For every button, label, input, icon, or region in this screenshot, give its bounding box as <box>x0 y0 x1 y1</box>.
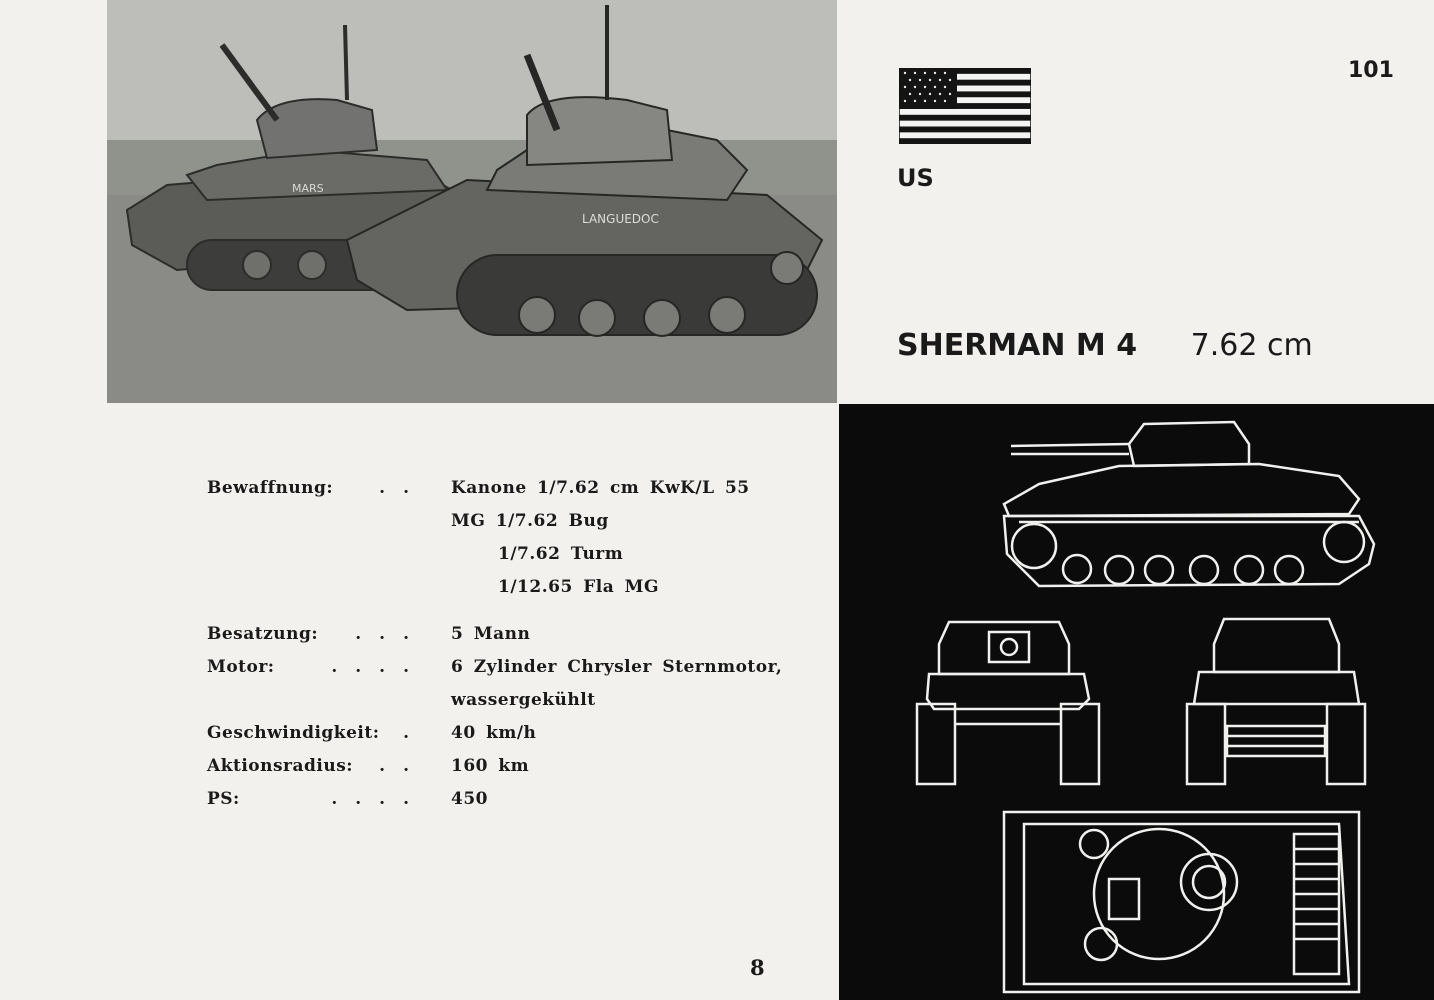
vehicle-caliber: 7.62 cm <box>1190 328 1313 363</box>
page-number: 8 <box>750 955 765 980</box>
spec-value: 40 km/h <box>451 723 537 743</box>
tank-photo <box>107 0 837 403</box>
spec-row-engine-2 <box>207 690 807 723</box>
country-code: US <box>897 164 934 192</box>
spec-label: Aktionsradius: <box>207 756 354 776</box>
spec-row-armament-2 <box>207 511 807 544</box>
spec-row-armament <box>207 478 807 511</box>
blueprint-top-view <box>1004 812 1359 992</box>
spec-row-speed <box>207 723 807 756</box>
spec-value: 1/7.62 Turm <box>498 544 624 564</box>
leader-dots: .. <box>379 478 427 498</box>
spec-row-range <box>207 756 807 789</box>
spec-label: Geschwindigkeit: <box>207 723 380 743</box>
spec-label: Motor: <box>207 657 275 677</box>
leader-dots: .... <box>331 657 427 677</box>
leader-dots: ... <box>355 624 427 644</box>
spec-row-hp <box>207 789 807 822</box>
spec-row-crew <box>207 624 807 657</box>
tank-blueprint <box>839 404 1434 1000</box>
spec-row-engine <box>207 657 807 690</box>
vehicle-name: SHERMAN M 4 <box>897 328 1138 363</box>
blueprint-rear-view <box>1187 619 1365 784</box>
spec-value: wassergekühlt <box>451 690 596 710</box>
spec-value: MG 1/7.62 Bug <box>451 511 609 531</box>
spec-row-armament-4 <box>207 577 807 610</box>
spec-value: 1/12.65 Fla MG <box>498 577 659 597</box>
leader-dots: . <box>403 723 427 743</box>
us-flag-icon <box>899 68 1031 144</box>
blueprint-side-view <box>1004 422 1374 586</box>
plate-number: 101 <box>1348 58 1394 83</box>
spec-label: PS: <box>207 789 240 809</box>
vehicle-title <box>897 328 1313 363</box>
leader-dots: .... <box>331 789 427 809</box>
spec-row-armament-3 <box>207 544 807 577</box>
spec-label: Bewaffnung: <box>207 478 334 498</box>
spec-table <box>207 478 807 822</box>
tank-left-name: MARS <box>292 182 324 195</box>
spec-value: 160 km <box>451 756 530 776</box>
leader-dots: .. <box>379 756 427 776</box>
spec-value: 5 Mann <box>451 624 531 644</box>
spec-value: 450 <box>451 789 488 809</box>
blueprint-front-view <box>917 622 1099 784</box>
tank-right-name: LANGUEDOC <box>582 212 659 226</box>
spec-label: Besatzung: <box>207 624 319 644</box>
spec-value: Kanone 1/7.62 cm KwK/L 55 <box>451 478 750 498</box>
spec-value: 6 Zylinder Chrysler Sternmotor, <box>451 657 783 677</box>
